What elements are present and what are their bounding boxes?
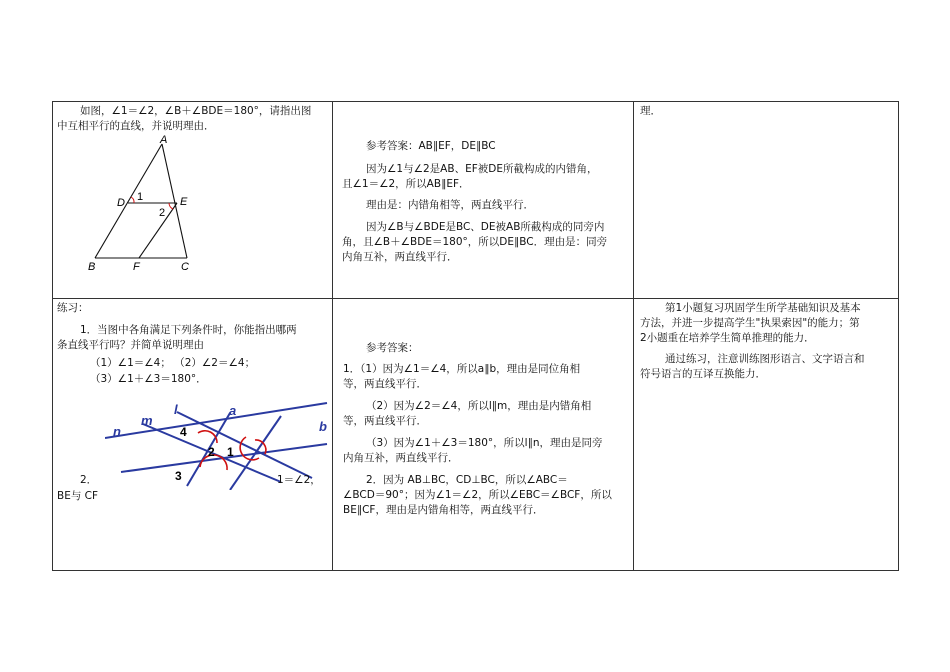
- question-2-line-2: BE与 CF: [57, 490, 99, 502]
- exercise-title: 练习：: [57, 302, 89, 314]
- label-1: 1: [227, 445, 234, 459]
- answer-line-2: 等，两直线平行．: [343, 378, 427, 390]
- cell-comment-1: [634, 102, 899, 299]
- lesson-table: [52, 101, 899, 571]
- label-2: 2: [159, 207, 166, 219]
- cell-comment-2: [634, 299, 899, 571]
- answer-line-4: 因为∠B与∠BDE是BC、DE被AB所截构成的同旁内: [366, 221, 605, 233]
- label-3: 3: [175, 469, 182, 483]
- answer-line-9: BE∥CF，理由是内错角相等，两直线平行．: [343, 504, 544, 516]
- label-n: n: [113, 424, 121, 439]
- table-row: [53, 102, 899, 299]
- label-a: a: [229, 403, 237, 418]
- comment-p2-line-2: 符号语言的互译互换能力．: [640, 368, 766, 380]
- label-m: m: [141, 413, 153, 428]
- answer-line-8: ∠BCD＝90°；因为∠1＝∠2，所以∠EBC＝∠BCF，所以: [343, 489, 612, 501]
- label-F: F: [133, 261, 140, 273]
- comment-p2-line-1: 通过练习，注意训练图形语言、文字语言和: [665, 353, 865, 365]
- label-C: C: [181, 261, 189, 273]
- label-4: 4: [180, 425, 187, 439]
- condition-line-2: （3）∠1＋∠3＝180°．: [90, 373, 207, 385]
- comment-p1-line-1: 第1小题复习巩固学生所学基础知识及基本: [665, 302, 861, 314]
- cell-answer-2: [333, 299, 634, 571]
- label-b: b: [319, 419, 327, 434]
- answer-line-6: 内角互补，两直线平行．: [343, 452, 459, 464]
- label-D: D: [117, 197, 125, 209]
- answer-line-1: 1．（1）因为∠1＝∠4，所以a∥b，理由是同位角相: [343, 363, 581, 375]
- label-2: 2: [208, 445, 215, 459]
- answer-line-1: 因为∠1与∠2是AB、EF被DE所截构成的内错角，: [366, 163, 598, 175]
- answer-line-2: 且∠1＝∠2，所以AB∥EF．: [342, 178, 470, 190]
- cell-answer-1: [333, 102, 634, 299]
- comment-text: 理．: [640, 105, 661, 117]
- cell-problem: [53, 102, 333, 299]
- question-2-start: 2．: [80, 474, 98, 486]
- problem-line-2: 中互相平行的直线，并说明理由．: [57, 120, 215, 132]
- answer-line-5: （3）因为∠1＋∠3＝180°，所以l∥n，理由是同旁: [366, 437, 603, 449]
- label-B: B: [88, 261, 96, 273]
- problem-line-1: 如图，∠1＝∠2，∠B＋∠BDE＝180°，请指出图: [80, 105, 312, 117]
- condition-line-1: （1）∠1＝∠4； （2）∠2＝∠4；: [90, 357, 256, 369]
- label-A: A: [160, 134, 168, 146]
- answer-title: 参考答案：AB∥EF，DE∥BC: [366, 140, 496, 152]
- cell-exercise: [53, 299, 333, 571]
- comment-p1-line-3: 2小题重在培养学生简单推理的能力．: [640, 332, 815, 344]
- comment-p1-line-2: 方法，并进一步提高学生"执果索因"的能力；第: [640, 317, 860, 329]
- answer-line-3: 理由是：内错角相等，两直线平行．: [366, 199, 534, 211]
- question-1-line-1: 1．当图中各角满足下列条件时，你能指出哪两: [80, 324, 297, 336]
- triangle-figure: [83, 134, 213, 274]
- label-1: 1: [137, 191, 144, 203]
- table-row: [53, 299, 899, 571]
- label-E: E: [180, 196, 188, 208]
- answer-line-4: 等，两直线平行．: [343, 415, 427, 427]
- label-l: l: [174, 402, 178, 417]
- answer-line-7: 2．因为 AB⊥BC，CD⊥BC，所以∠ABC＝: [366, 474, 568, 486]
- question-1-line-2: 条直线平行吗？并简单说明理由: [57, 339, 204, 351]
- answer-line-5: 角，且∠B＋∠BDE＝180°，所以DE∥BC．理由是：同旁: [342, 236, 608, 248]
- answer-title: 参考答案：: [366, 342, 419, 354]
- answer-line-6: 内角互补，两直线平行．: [342, 251, 458, 263]
- answer-line-3: （2）因为∠2＝∠4，所以l∥m，理由是内错角相: [366, 400, 592, 412]
- question-2-end: 1＝∠2，: [277, 474, 321, 486]
